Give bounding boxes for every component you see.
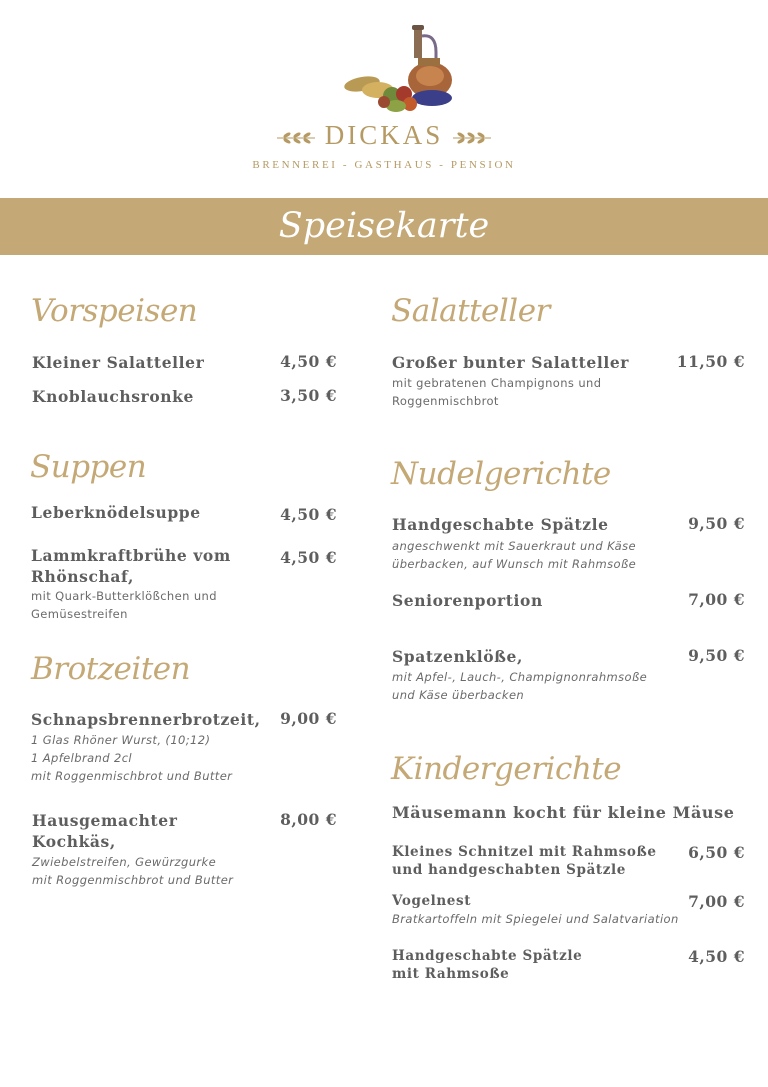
menu-item-name: und handgeschabten Spätzle	[392, 862, 626, 878]
section-title-brotzeiten: Brotzeiten	[31, 651, 191, 687]
menu-item-price: 8,00 €	[280, 810, 337, 829]
menu-item-description: 1 Glas Rhöner Wurst, (10;12)	[31, 733, 211, 747]
menu-item-name: Lammkraftbrühe vom	[31, 546, 231, 565]
section-title-nudelgerichte: Nudelgerichte	[391, 456, 611, 492]
menu-item-description: 1 Apfelbrand 2cl	[31, 751, 133, 765]
menu-item-description: mit Roggenmischbrot und Butter	[32, 873, 234, 887]
menu-item-description: Zwiebelstreifen, Gewürzgurke	[32, 855, 217, 869]
menu-item-name: Rhönschaf,	[31, 567, 134, 586]
menu-item-price: 4,50 €	[280, 548, 337, 567]
menu-item-price: 9,50 €	[688, 514, 745, 533]
menu-item-name: Knoblauchsronke	[32, 387, 194, 406]
menu-item-price: 4,50 €	[688, 947, 745, 966]
brand-name	[0, 120, 768, 151]
section-title-suppen: Suppen	[30, 449, 147, 485]
menu-item-description: Roggenmischbrot	[392, 394, 499, 408]
menu-item-price: 7,00 €	[688, 590, 745, 609]
menu-item-description: Bratkartoffeln mit Spiegelei und Salatvariation	[392, 912, 679, 926]
section-title-salatteller: Salatteller	[391, 293, 550, 329]
laurel-branch-right-icon	[451, 131, 493, 145]
section-subtitle: Mäusemann kocht für kleine Mäuse	[392, 803, 735, 822]
menu-item-price: 4,50 €	[280, 352, 337, 371]
menu-item-name: Großer bunter Salatteller	[392, 353, 630, 372]
menu-item-name: Handgeschabte Spätzle	[392, 948, 583, 964]
menu-item-name: Leberknödelsuppe	[31, 503, 201, 522]
menu-item-price: 6,50 €	[688, 843, 745, 862]
menu-item-price: 3,50 €	[280, 386, 337, 405]
menu-item-price: 11,50 €	[676, 352, 745, 371]
menu-item-description: Gemüsestreifen	[31, 607, 128, 621]
brand-text: DICKAS	[324, 120, 444, 150]
menu-item-description: mit Roggenmischbrot und Butter	[31, 769, 233, 783]
menu-item-name: Kleines Schnitzel mit Rahmsoße	[392, 844, 657, 860]
menu-item-description: überbacken, auf Wunsch mit Rahmsoße	[392, 557, 637, 571]
section-title-vorspeisen: Vorspeisen	[31, 293, 198, 329]
menu-item-price: 9,50 €	[688, 646, 745, 665]
laurel-branch-left-icon	[275, 131, 317, 145]
tagline: BRENNEREI - GASTHAUS - PENSION	[252, 159, 516, 171]
menu-item-description: mit gebratenen Champignons und	[392, 376, 602, 390]
menu-item-name: Seniorenportion	[392, 591, 543, 610]
menu-item-description: angeschwenkt mit Sauerkraut und Käse	[392, 539, 636, 553]
menu-item-name: Kochkäs,	[32, 832, 116, 851]
menu-item-price: 9,00 €	[280, 709, 337, 728]
still-and-fruit-logo-icon	[340, 22, 460, 124]
menu-item-name: Handgeschabte Spätzle	[392, 515, 609, 534]
menu-item-name: Spatzenklöße,	[392, 647, 523, 666]
menu-item-description: und Käse überbacken	[392, 688, 525, 702]
section-title-kindergerichte: Kindergerichte	[391, 751, 622, 787]
menu-item-name: Hausgemachter	[32, 811, 178, 830]
menu-item-description: mit Quark-Butterklößchen und	[31, 589, 217, 603]
menu-banner: Speisekarte	[0, 198, 768, 255]
menu-item-price: 4,50 €	[280, 505, 337, 524]
menu-item-name: Schnapsbrennerbrotzeit,	[31, 710, 261, 729]
menu-item-name: mit Rahmsoße	[392, 966, 510, 982]
menu-item-price: 7,00 €	[688, 892, 745, 911]
menu-item-description: mit Apfel-, Lauch-, Champignonrahmsoße	[392, 670, 648, 684]
menu-item-name: Vogelnest	[392, 893, 472, 909]
menu-item-name: Kleiner Salatteller	[32, 353, 205, 372]
